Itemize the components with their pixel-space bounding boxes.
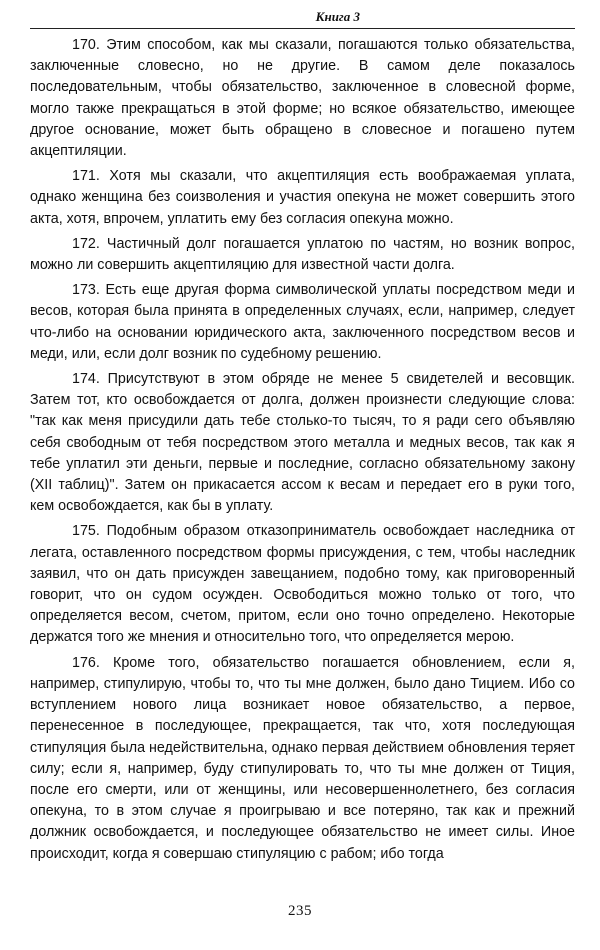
paragraph-176: 176. Кроме того, обязательство погашается обновлением, если я, например, стипулирую, чтобы то, что ты мне должен, было дано Тицием. Ибо со вступлением нового лица возникает новое обязательство, а первое, перенесенное в последующее, прекращается, так что, хотя последующая стипуляция была недействительна, однако первая действием обновления теряет силу; если я, например, буду стипулировать то, что ты мне должен от Тиция, после его смерти, или от женщины, или несовершеннолетнего, без согласия опекуна, то в этом случае я проигрываю и все потеряно, так как и прежний должник освобождается, и последующее обязательство не имеет силы. Иное происходит, когда я совершаю стипуляцию с рабом; ибо тогда bbox=[30, 654, 575, 862]
paragraph-173: 173. Есть еще другая форма символической уплаты посредством меди и весов, которая была принята в определенных случаях, если, например, следует что-либо на основании юридического акта, заключенного посредством весов и меди, или, если долг возник по судебному решению. bbox=[30, 282, 575, 362]
paragraph-172: 172. Частичный долг погашается уплатою по частям, но возник вопрос, можно ли совершить акцептиляцию для известной части долга. bbox=[30, 235, 575, 274]
paragraph-171: 171. Хотя мы сказали, что акцептиляция есть воображаемая уплата, однако женщина без соизволения и участия опекуна не может совершить этого акта, хотя, впрочем, уплатить ему без согласия опекуна можно. bbox=[30, 168, 575, 227]
paragraph-170: 170. Этим способом, как мы сказали, погашаются только обязательства, заключенные словесно, но не другие. В самом деле показалось последовательным, чтобы обязательство, заключенное в словесной форме, могло также прекращаться в этой форме; но всякое обязательство, имеющее другое основание, может быть обращено в словесное и погашено путем акцептиляции. bbox=[30, 37, 575, 160]
running-header bbox=[30, 4, 575, 29]
paragraph-174: 174. Присутствуют в этом обряде не менее 5 свидетелей и весовщик. Затем тот, кто освобождается от долга, должен произнести следующие слова: "так как меня присудили дать тебе столько-то тысяч, то я ради сего объявляю себя свободным от тебя посредством этого металла и медных весов, так как я тебе уплатил эти деньги, первые и последние, согласно обязательному закону (XII таблиц)". Затем он прикасается ассом к весам и передает его в руки того, кем освобождается, как бы в уплату. bbox=[30, 371, 575, 515]
page-number: 235 bbox=[288, 903, 312, 919]
book-title: Книга 3 bbox=[315, 9, 360, 24]
page-body bbox=[30, 35, 575, 869]
paragraph-175: 175. Подобным образом отказоприниматель освобождает наследника от легата, оставленного посредством формы присуждения, с тем, чтобы наследник заявил, что он дать присужден завещанием, подобно тому, как приговоренный говорит, что он судом осужден. Освободиться можно только от того, что определяется весом, счетом, притом, если оно точно определено. Некоторые держатся того же мнения и относительно того, что определяется мерою. bbox=[30, 523, 575, 646]
